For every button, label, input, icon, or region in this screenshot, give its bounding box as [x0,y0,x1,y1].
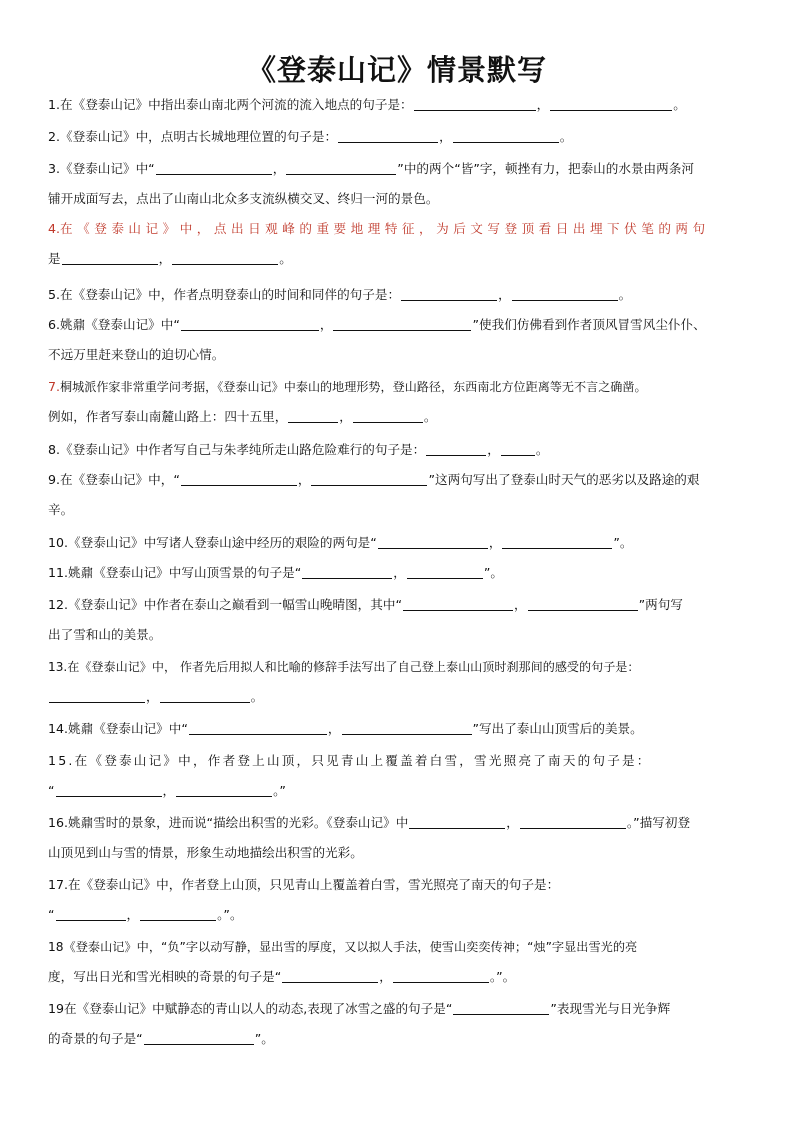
answer-blank[interactable] [176,782,272,797]
question-text: 1.在《登泰山记》中指出泰山南北两个河流的流入地点的句子是： [48,97,413,112]
question-text: 9.在《登泰山记》中，“ [48,472,180,487]
answer-blank[interactable] [338,128,438,143]
answer-blank[interactable] [407,564,483,579]
answer-blank[interactable] [56,906,126,921]
separator: ， [488,535,502,550]
answer-blank[interactable] [550,96,672,111]
open-quote: “ [48,783,55,798]
question-5 [48,280,756,310]
answer-blank[interactable] [189,720,327,735]
answer-blank[interactable] [144,1030,254,1045]
separator: ， [498,287,511,302]
answer-blank[interactable] [56,782,162,797]
question-text: 辛。 [48,502,74,517]
question-4 [48,214,756,274]
answer-blank[interactable] [140,906,216,921]
separator: ， [439,129,452,144]
question-text: 10.《登泰山记》中写诸人登泰山途中经历的艰险的两句是“ [48,535,377,550]
question-text: ”表现雪光与日光争辉 [550,1001,671,1016]
separator: ， [514,597,527,612]
question-number: 4. [48,221,61,236]
answer-blank[interactable] [288,408,338,423]
answer-blank[interactable] [311,471,427,486]
answer-blank[interactable] [172,250,278,265]
separator: ， [379,969,392,984]
page-title: 《登泰山记》情景默写 [246,53,547,87]
question-18 [48,932,756,992]
question-text: 18《登泰山记》中，“负”字以动写静，显出雪的厚度，又以拟人手法，使雪山奕奕传神；“烛”字显出雪光的亮 [48,940,638,954]
question-text: 。”描写初登 [626,815,691,830]
question-text: 19在《登泰山记》中赋静态的青山以人的动态,表现了冰雪之盛的句子是“ [48,1001,453,1016]
answer-blank[interactable] [520,814,626,829]
answer-blank[interactable] [528,596,638,611]
answer-blank[interactable] [302,564,392,579]
question-text: ”写出了泰山山顶雪后的美景。 [472,721,643,736]
answer-blank[interactable] [414,96,536,111]
end-mark: ”。 [613,535,633,550]
question-text: ”使我们仿佛看到作者顶风冒雪风尘仆仆、 [472,317,706,332]
question-9 [48,465,756,525]
question-6 [48,310,756,370]
end-mark: 。 [279,251,292,266]
question-text: 不远万里赶来登山的迫切心情。 [48,347,225,362]
answer-blank[interactable] [353,408,423,423]
answer-blank[interactable] [401,286,497,301]
end-mark: 。 [250,689,264,704]
question-text: 6.姚鼐《登泰山记》中“ [48,317,180,332]
end-mark: 。”。 [217,907,243,922]
answer-blank[interactable] [286,160,396,175]
answer-blank[interactable] [453,128,559,143]
end-mark: 。”。 [489,969,516,984]
question-text: 17.在《登泰山记》中，作者登上山顶，只见青山上覆盖着白雪，雪光照亮了南天的句子是： [48,877,560,892]
question-text: 13.在《登泰山记》中， 作者先后用拟人和比喻的修辞手法写出了自己登上泰山山顶时刹那间的感受的句子是： [48,660,640,674]
end-mark: 。 [673,97,686,112]
open-quote: “ [48,907,55,922]
answer-blank[interactable] [409,814,505,829]
question-text: 度，写出日光和雪光相映的奇景的句子是“ [48,969,282,984]
end-mark: 。 [423,409,437,424]
question-14 [48,714,756,744]
separator: ， [162,783,176,798]
question-text: 3.《登泰山记》中“ [48,161,155,176]
answer-blank[interactable] [378,534,488,549]
separator: ， [393,565,406,580]
answer-blank[interactable] [453,1000,549,1015]
question-text: 14.姚鼐《登泰山记》中“ [48,721,188,736]
answer-blank[interactable] [426,441,486,456]
separator: ， [146,689,159,704]
question-3 [48,154,756,214]
question-text: ”这两句写出了登泰山时天气的恶劣以及路途的艰 [428,472,700,487]
separator: ， [297,472,311,487]
question-text: 15.在《登泰山记》中，作者登上山顶，只见青山上覆盖着白雪，雪光照亮了南天的句子是： [48,753,652,768]
question-text: 铺开成面写去，点出了山南山北众多支流纵横交叉、终归一河的景色。 [48,191,439,206]
question-text: 12.《登泰山记》中作者在泰山之巅看到一幅雪山晚晴图，其中“ [48,597,402,612]
end-mark: 。 [535,442,549,457]
question-text: 山顶见到山与雪的情景，形象生动地描绘出积雪的光彩。 [48,845,363,860]
answer-blank[interactable] [342,720,472,735]
question-text: 8.《登泰山记》中作者写自己与朱孝纯所走山路危险难行的句子是： [48,442,426,457]
separator: ， [158,251,172,266]
question-17 [48,870,756,930]
answer-blank[interactable] [181,316,319,331]
answer-blank[interactable] [393,968,489,983]
question-1 [48,90,756,120]
question-text: ”中的两个“皆”字，顿挫有力，把泰山的水景由两条河 [397,161,694,176]
answer-blank[interactable] [501,441,535,456]
answer-blank[interactable] [49,688,145,703]
separator: ， [536,97,550,112]
separator: ， [339,409,352,424]
question-text: 桐城派作家非常重学问考据，《登泰山记》中泰山的地理形势，登山路径，东西南北方位距离等无不言之确凿。 [60,380,647,394]
answer-blank[interactable] [333,316,471,331]
question-19 [48,994,756,1054]
end-mark: 。 [618,287,632,302]
separator: ， [319,317,333,332]
question-12 [48,590,756,650]
question-text: 在《登泰山记》中，点出日观峰的重要地理特征，为后文写登顶看日出埋下伏笔的两句 [60,221,710,236]
answer-blank[interactable] [403,596,513,611]
answer-blank[interactable] [160,688,250,703]
separator: ， [272,161,286,176]
question-text: 是 [48,251,61,266]
question-13 [48,652,756,712]
separator: ， [506,815,519,830]
answer-blank[interactable] [156,160,272,175]
question-16 [48,808,756,868]
separator: ， [487,442,500,457]
answer-blank[interactable] [181,471,297,486]
end-mark: 。” [273,783,286,798]
question-text: 出了雪和山的美景。 [48,627,162,642]
question-text: 5.在《登泰山记》中，作者点明登泰山的时间和同伴的句子是： [48,287,401,302]
answer-blank[interactable] [502,534,612,549]
separator: ， [327,721,341,736]
question-text: ”两句写 [638,597,683,612]
question-7 [48,372,756,432]
question-11 [48,558,756,588]
question-8 [48,435,756,465]
separator: ， [126,907,140,922]
question-text: 的奇景的句子是“ [48,1031,143,1046]
end-mark: ”。 [254,1031,274,1046]
question-15 [48,746,756,806]
answer-blank[interactable] [512,286,618,301]
answer-blank[interactable] [62,250,158,265]
question-text: 例如，作者写泰山南麓山路上：四十五里， [48,409,288,424]
end-mark: 。 [559,129,573,144]
answer-blank[interactable] [282,968,378,983]
question-text: 16.姚鼐雪时的景象，进而说“描绘出积雪的光彩。《登泰山记》中 [48,815,409,830]
question-10 [48,528,756,558]
question-number: 7. [48,379,61,394]
question-text: 2.《登泰山记》中，点明古长城地理位置的句子是： [48,129,338,144]
question-text: 11.姚鼐《登泰山记》中写山顶雪景的句子是“ [48,565,302,580]
end-mark: ”。 [483,565,503,580]
question-2 [48,122,756,152]
